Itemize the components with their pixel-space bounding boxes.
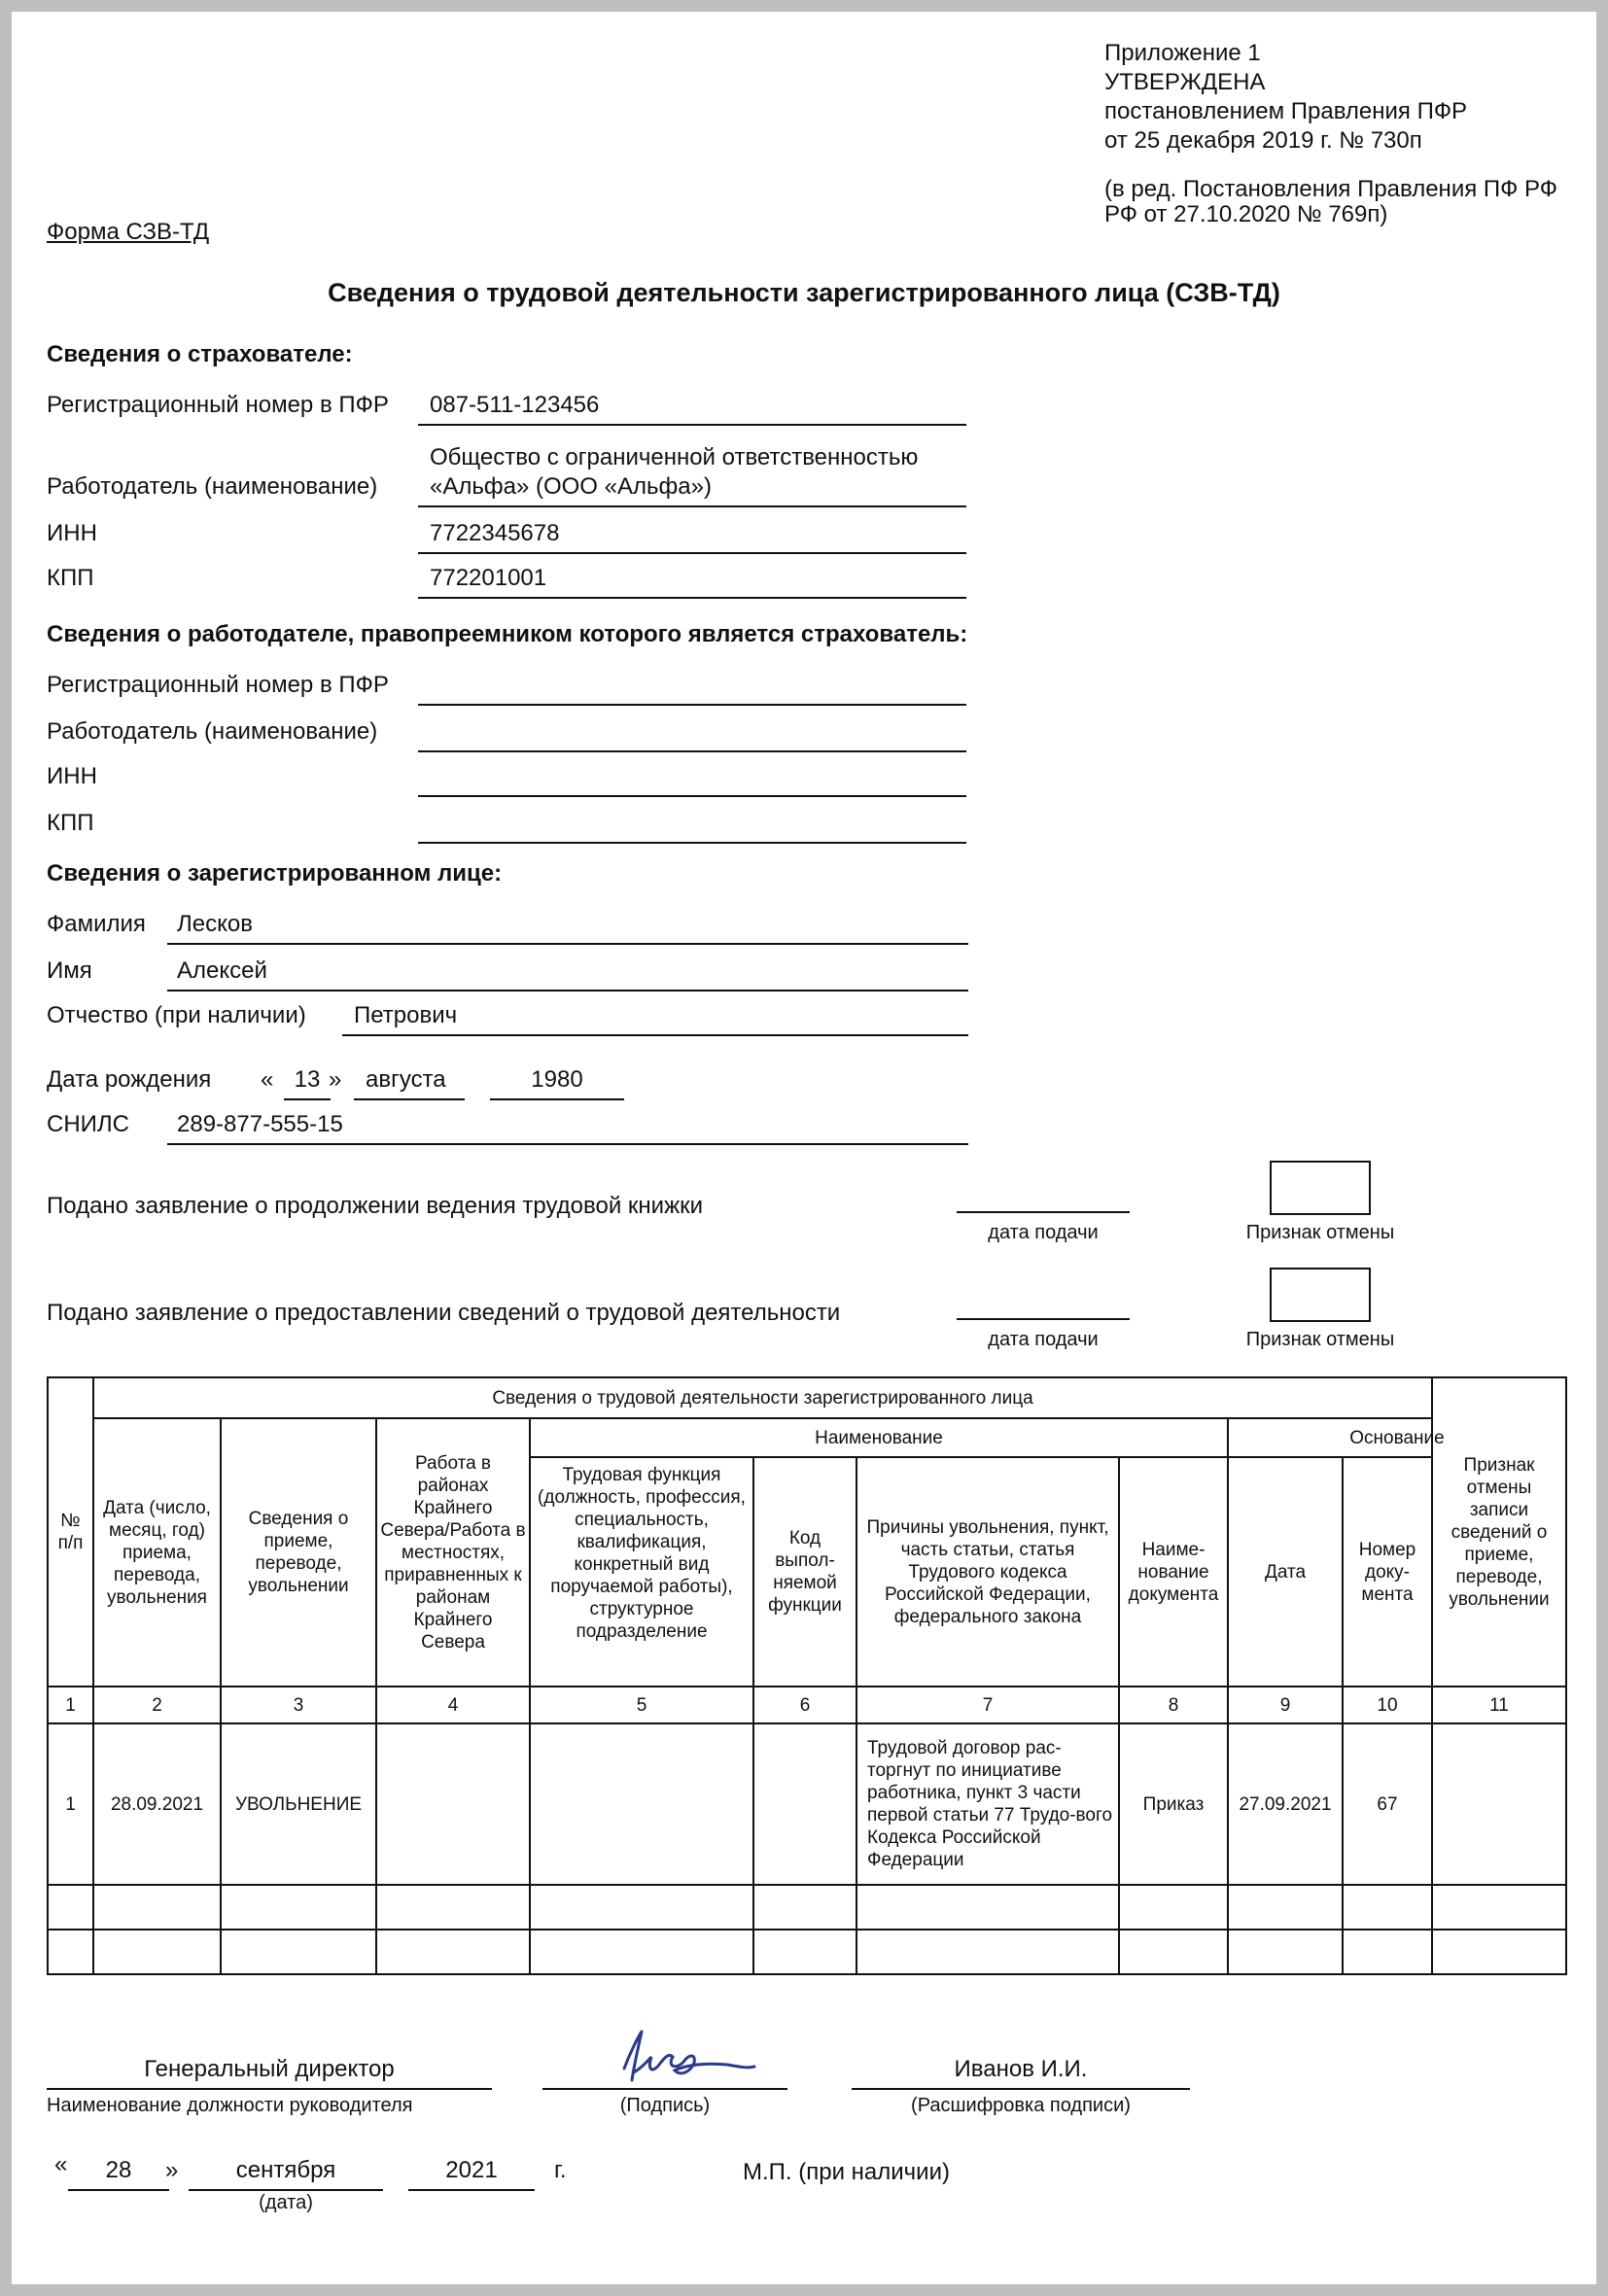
statement-provide-date-caption: дата подачи bbox=[988, 1329, 1099, 1350]
birth-year: 1980 bbox=[531, 1066, 583, 1093]
statement-continue-cancel-caption: Признак отмены bbox=[1245, 1222, 1395, 1243]
row-docdate: 27.09.2021 bbox=[1228, 1723, 1343, 1885]
colnum-9: 9 bbox=[1228, 1687, 1343, 1723]
sign-date-day-line bbox=[68, 2189, 169, 2191]
colnum-7: 7 bbox=[856, 1687, 1119, 1723]
position-caption: Наименование должности руководителя bbox=[47, 2095, 413, 2116]
birth-quote-open: « bbox=[261, 1066, 274, 1093]
name-line bbox=[167, 990, 968, 991]
predecessor-reg-label: Регистрационный номер в ПФР bbox=[47, 672, 389, 698]
birth-year-line bbox=[490, 1098, 624, 1100]
birth-month: августа bbox=[366, 1066, 446, 1093]
stamp-place: М.П. (при наличии) bbox=[743, 2159, 950, 2185]
edition-line-1: (в ред. Постановления Правления ПФ РФ bbox=[1104, 176, 1558, 202]
colnum-1: 1 bbox=[48, 1687, 93, 1723]
insurer-reg-value: 087-511-123456 bbox=[430, 392, 600, 418]
position-line bbox=[47, 2088, 492, 2090]
table-row bbox=[48, 1723, 1566, 1885]
colnum-6: 6 bbox=[753, 1687, 856, 1723]
insurer-kpp-value: 772201001 bbox=[430, 565, 547, 591]
birth-day: 13 bbox=[294, 1066, 321, 1093]
person-heading: Сведения о зарегистрированном лице: bbox=[47, 860, 503, 887]
birth-label: Дата рождения bbox=[47, 1066, 212, 1093]
snils-label: СНИЛС bbox=[47, 1111, 129, 1137]
form-link[interactable]: Форма СЗВ-ТД bbox=[47, 219, 210, 245]
predecessor-employer-line bbox=[418, 750, 966, 752]
edition-line-2: РФ от 27.10.2020 № 769п) bbox=[1104, 201, 1388, 227]
table-row bbox=[48, 1885, 1566, 1930]
signer-name-value: Иванов И.И. bbox=[954, 2056, 1088, 2082]
sign-date-year-suffix: г. bbox=[554, 2157, 567, 2183]
surname-line bbox=[167, 943, 968, 945]
insurer-inn-label: ИНН bbox=[47, 520, 97, 546]
labor-activity-table bbox=[47, 1376, 1567, 1975]
header-code: Код выпол-няемой функции bbox=[753, 1457, 856, 1687]
colnum-2: 2 bbox=[93, 1687, 221, 1723]
insurer-reg-line bbox=[418, 424, 966, 426]
snils-line bbox=[167, 1143, 968, 1145]
signature-scribble-icon bbox=[612, 2024, 768, 2094]
name-value: Алексей bbox=[177, 957, 267, 984]
row-code bbox=[753, 1723, 856, 1885]
insurer-kpp-line bbox=[418, 597, 966, 599]
row-reason: Трудовой договор рас-торгнут по инициативе работника, пункт 3 части первой статьи 77 Трудо-вого Кодекса Российской Федерации bbox=[856, 1723, 1119, 1885]
sign-date-year-line bbox=[408, 2189, 535, 2191]
predecessor-employer-label: Работодатель (наименование) bbox=[47, 718, 378, 745]
header-date: Дата (число, месяц, год) приема, перевода, увольнения bbox=[93, 1418, 221, 1687]
predecessor-heading: Сведения о работодателе, правопреемником которого является страхователь: bbox=[47, 621, 968, 647]
insurer-reg-label: Регистрационный номер в ПФР bbox=[47, 392, 389, 418]
insurer-employer-line bbox=[418, 505, 966, 507]
position-value: Генеральный директор bbox=[144, 2056, 395, 2082]
insurer-employer-label: Работодатель (наименование) bbox=[47, 473, 378, 500]
patronymic-value: Петрович bbox=[354, 1002, 458, 1028]
colnum-8: 8 bbox=[1119, 1687, 1228, 1723]
row-docnum: 67 bbox=[1343, 1723, 1432, 1885]
document-page bbox=[12, 12, 1596, 2284]
header-info: Сведения о приеме, переводе, увольнении bbox=[221, 1418, 376, 1687]
statement-provide-cancel-caption: Признак отмены bbox=[1245, 1329, 1395, 1350]
header-docdate: Дата bbox=[1228, 1457, 1343, 1687]
sign-date-month: сентября bbox=[235, 2157, 336, 2183]
approval-line-4: от 25 декабря 2019 г. № 730п bbox=[1104, 127, 1422, 154]
date-quote-close: » bbox=[165, 2157, 179, 2183]
insurer-employer-value-2: «Альфа» (ООО «Альфа») bbox=[430, 473, 712, 500]
header-function: Трудовая функция (должность, профессия, специальность, квалификация, конкретный вид поручаемой работы), структурное подразделение bbox=[530, 1457, 753, 1687]
statement-continue-cancel-box[interactable] bbox=[1270, 1161, 1371, 1215]
date-quote-open: « bbox=[54, 2151, 68, 2177]
statement-continue-date-caption: дата подачи bbox=[988, 1222, 1099, 1243]
insurer-inn-line bbox=[418, 552, 966, 554]
statement-provide-date-line[interactable] bbox=[957, 1318, 1130, 1320]
approval-line-1: Приложение 1 bbox=[1104, 40, 1261, 66]
page-title: Сведения о трудовой деятельности зарегистрированного лица (СЗВ-ТД) bbox=[328, 278, 1280, 307]
sign-date-day: 28 bbox=[105, 2157, 132, 2183]
sign-date-year: 2021 bbox=[445, 2157, 498, 2183]
statement-provide-cancel-box[interactable] bbox=[1270, 1268, 1371, 1322]
birth-month-line bbox=[354, 1098, 465, 1100]
birth-day-line bbox=[284, 1098, 331, 1100]
header-reason: Причины увольнения, пункт, часть статьи, статья Трудового кодекса Российской Федерации, федерального закона bbox=[856, 1457, 1119, 1687]
statement-provide-label: Подано заявление о предоставлении сведений о трудовой деятельности bbox=[47, 1300, 841, 1326]
insurer-inn-value: 7722345678 bbox=[430, 520, 560, 546]
row-north bbox=[376, 1723, 530, 1885]
surname-value: Лесков bbox=[177, 911, 253, 937]
colnum-10: 10 bbox=[1343, 1687, 1432, 1723]
header-docname: Наиме-нование документа bbox=[1119, 1457, 1228, 1687]
colnum-11: 11 bbox=[1432, 1687, 1566, 1723]
header-group-title: Сведения о трудовой деятельности зарегистрированного лица bbox=[93, 1377, 1432, 1418]
patronymic-label: Отчество (при наличии) bbox=[47, 1002, 306, 1028]
header-num: № п/п bbox=[48, 1377, 93, 1687]
sign-date-caption: (дата) bbox=[259, 2192, 313, 2213]
surname-label: Фамилия bbox=[47, 911, 146, 937]
approval-block bbox=[1104, 39, 1467, 156]
statement-continue-label: Подано заявление о продолжении ведения трудовой книжки bbox=[47, 1193, 704, 1219]
insurer-employer-value-1: Общество с ограниченной ответственностью bbox=[430, 444, 919, 470]
sign-caption: (Подпись) bbox=[619, 2095, 711, 2116]
colnum-4: 4 bbox=[376, 1687, 530, 1723]
signer-name-caption: (Расшифровка подписи) bbox=[911, 2095, 1131, 2116]
name-label: Имя bbox=[47, 957, 92, 984]
edition-note bbox=[1104, 177, 1557, 227]
row-cancel bbox=[1432, 1723, 1566, 1885]
header-group-basis: Основание bbox=[1228, 1418, 1566, 1457]
row-docname: Приказ bbox=[1119, 1723, 1228, 1885]
predecessor-kpp-line bbox=[418, 842, 966, 844]
header-north: Работа в районах Крайнего Севера/Работа в местностях, приравненных к районам Крайнего Севера bbox=[376, 1418, 530, 1687]
insurer-heading: Сведения о страхователе: bbox=[47, 341, 353, 367]
row-info: УВОЛЬНЕНИЕ bbox=[221, 1723, 376, 1885]
patronymic-line bbox=[342, 1034, 968, 1036]
birth-quote-close: » bbox=[329, 1066, 342, 1093]
predecessor-inn-label: ИНН bbox=[47, 763, 97, 789]
header-cancel: Признак отмены записи сведений о приеме, переводе, увольнении bbox=[1432, 1377, 1566, 1687]
column-numbers-row bbox=[48, 1687, 1566, 1723]
snils-value: 289-877-555-15 bbox=[177, 1111, 343, 1137]
predecessor-reg-line bbox=[418, 704, 966, 706]
sign-line bbox=[542, 2088, 787, 2090]
row-date: 28.09.2021 bbox=[93, 1723, 221, 1885]
statement-continue-date-line[interactable] bbox=[957, 1211, 1130, 1213]
approval-line-2: УТВЕРЖДЕНА bbox=[1104, 69, 1266, 95]
row-function bbox=[530, 1723, 753, 1885]
row-num: 1 bbox=[48, 1723, 93, 1885]
insurer-kpp-label: КПП bbox=[47, 565, 94, 591]
header-docnum: Номер доку-мента bbox=[1343, 1457, 1432, 1687]
header-group-name: Наименование bbox=[530, 1418, 1228, 1457]
signer-name-line bbox=[852, 2088, 1190, 2090]
colnum-5: 5 bbox=[530, 1687, 753, 1723]
colnum-3: 3 bbox=[221, 1687, 376, 1723]
predecessor-kpp-label: КПП bbox=[47, 810, 94, 836]
predecessor-inn-line bbox=[418, 795, 966, 797]
table-row bbox=[48, 1930, 1566, 1974]
approval-line-3: постановлением Правления ПФР bbox=[1104, 98, 1468, 124]
